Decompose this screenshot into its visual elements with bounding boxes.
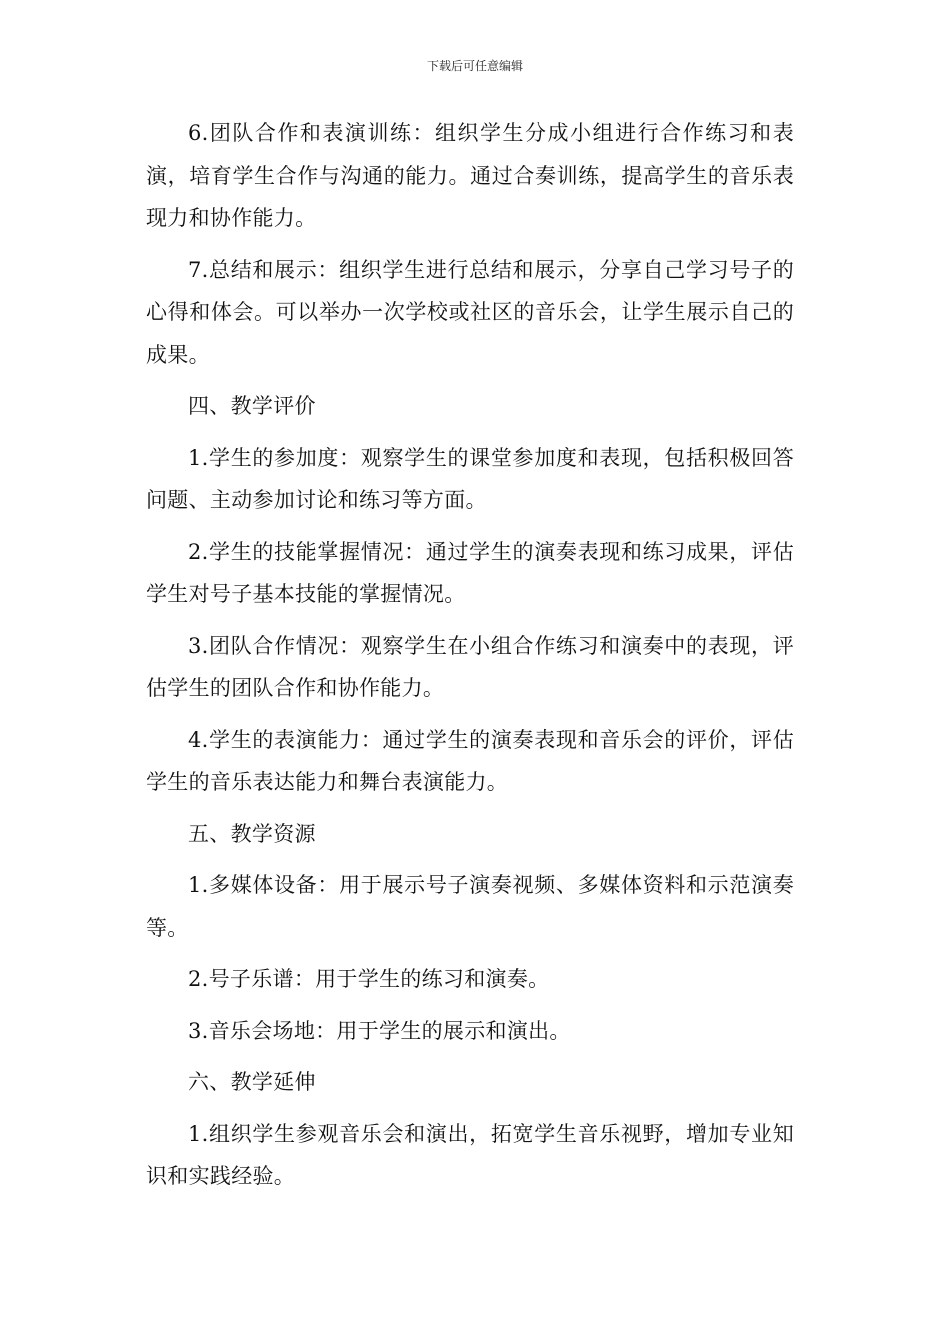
paragraph-skill-mastery: 2.学生的技能掌握情况：通过学生的演奏表现和练习成果，评估学生对号子基本技能的掌握情况。 [146, 539, 794, 606]
paragraph-summary-showcase: 7.总结和展示：组织学生进行总结和展示，分享自己学习号子的心得和体会。可以举办一次学校或社区的音乐会，让学生展示自己的成果。 [146, 257, 794, 367]
section-heading-resources: 五、教学资源 [188, 821, 316, 846]
paragraph-multimedia: 1.多媒体设备：用于展示号子演奏视频、多媒体资料和示范演奏等。 [146, 873, 794, 940]
paragraph-teamwork: 3.团队合作情况：观察学生在小组合作练习和演奏中的表现，评估学生的团队合作和协作能力。 [146, 633, 794, 700]
paragraph-concert-venue: 3.音乐会场地：用于学生的展示和演出。 [188, 1018, 571, 1043]
paragraph-participation: 1.学生的参加度：观察学生的课堂参加度和表现，包括积极回答问题、主动参加讨论和练习等方面。 [146, 445, 794, 512]
paragraph-performance-ability: 4.学生的表演能力：通过学生的演奏表现和音乐会的评价，评估学生的音乐表达能力和舞台表演能力。 [146, 727, 794, 794]
section-heading-evaluation: 四、教学评价 [188, 394, 316, 418]
paragraph-concert-visit: 1.组织学生参观音乐会和演出，拓宽学生音乐视野，增加专业知识和实践经验。 [146, 1121, 794, 1188]
paragraph-team-training: 6.团队合作和表演训练：组织学生分成小组进行合作练习和表演，培育学生合作与沟通的能力。通过合奏训练，提高学生的音乐表现力和协作能力。 [146, 121, 794, 230]
document-body [146, 112, 794, 1207]
section-heading-extension: 六、教学延伸 [188, 1070, 316, 1094]
page-header-note: 下载后可任意编辑 [426, 59, 523, 73]
paragraph-sheet-music: 2.号子乐谱：用于学生的练习和演奏。 [188, 967, 550, 991]
